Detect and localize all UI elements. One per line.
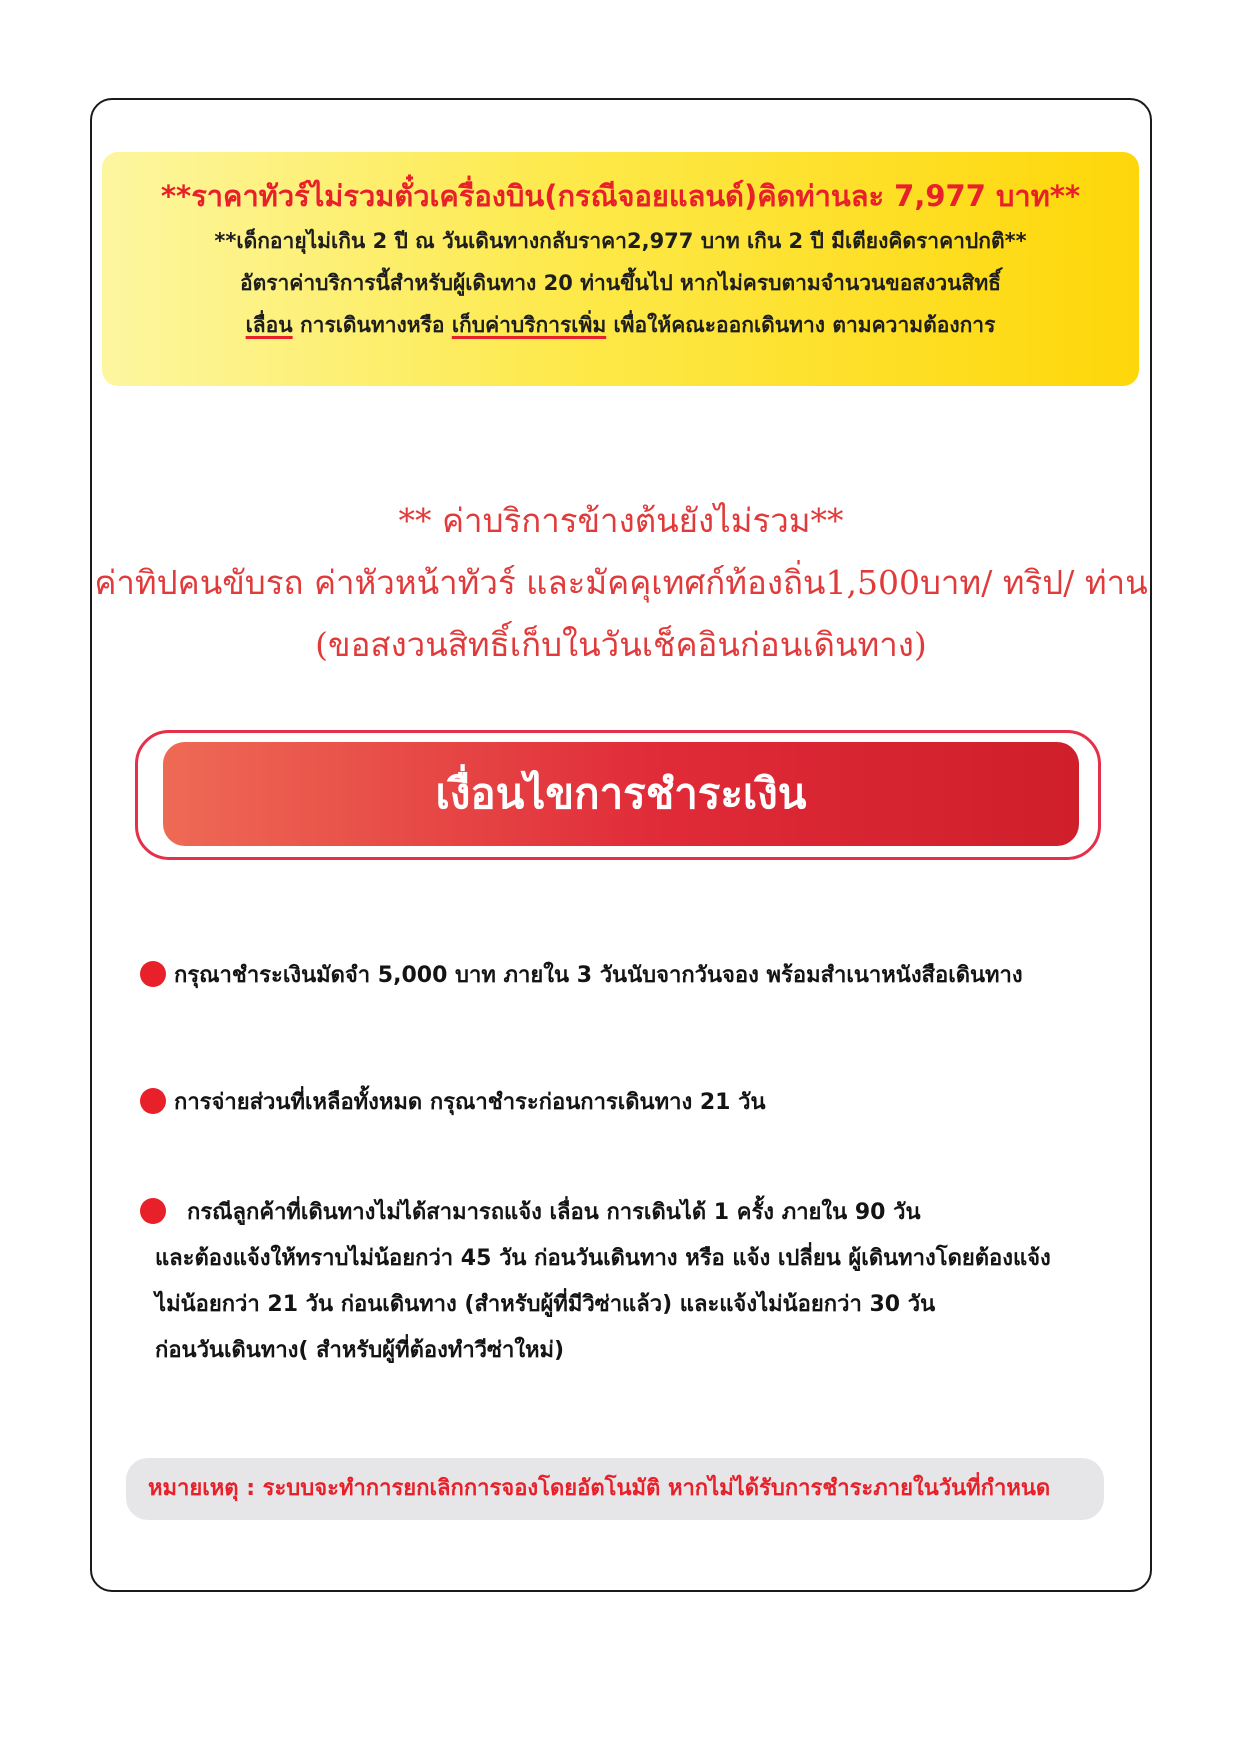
child-price-line: **เด็กอายุไม่เกิน 2 ปี ณ วันเดินทางกลับราคา2,977 บาท เกิน 2 ปี มีเตียงคิดราคาปกติ** [214,229,1027,253]
postpone-policy-text [155,1190,1051,1374]
deposit-item [140,953,1023,999]
extra-fee-text: เก็บค่าบริการเพิ่ม [451,313,607,337]
exclusions-block [90,490,1152,676]
balance-text: การจ่ายส่วนที่เหลือทั้งหมด กรุณาชำระก่อนการเดินทาง 21 วัน [174,1090,766,1115]
postpone-policy-line-1: กรณีลูกค้าที่เดินทางไม่ได้สามารถแจ้ง เลื่อน การเดินได้ 1 ครั้ง ภายใน 90 วัน [187,1200,921,1225]
postpone-policy-line-2: และต้องแจ้งให้ทราบไม่น้อยกว่า 45 วัน ก่อนวันเดินทาง หรือ แจ้ง เปลี่ยน ผู้เดินทางโดยต้องแจ้ง [155,1246,1051,1271]
red-bullet-icon [140,961,166,987]
price-headline: **ราคาทัวร์ไม่รวมตั๋วเครื่องบิน(กรณีจอยแลนด์)คิดท่านละ 7,977 บาท** [160,179,1081,213]
postpone-mid-text: การเดินทางหรือ [292,313,452,337]
price-info-box [102,152,1139,386]
postpone-policy-line-3: ไม่น้อยกว่า 21 วัน ก่อนเดินทาง (สำหรับผู้ที่มีวิซ่าแล้ว) และแจ้งไม่น้อยกว่า 30 วัน [155,1292,936,1317]
postpone-text: เลื่อน [245,313,293,337]
exclusions-collect-note: (ขอสงวนสิทธิ์เก็บในวันเช็คอินก่อนเดินทาง) [315,625,927,664]
postpone-line [102,304,1139,346]
exclusions-heading: ** ค่าบริการข้างต้นยังไม่รวม** [398,501,844,540]
deposit-text: กรุณาชำระเงินมัดจำ 5,000 บาท ภายใน 3 วันนับจากวันจอง พร้อมสำเนาหนังสือเดินทาง [174,963,1023,988]
red-bullet-icon [140,1088,166,1114]
conditions-title: เงื่อนไขการชำระเงิน [163,742,1079,846]
cancellation-note: หมายเหตุ : ระบบจะทำการยกเลิกการจองโดยอัตโนมัติ หากไม่ได้รับการชำระภายในวันที่กำหนด [126,1458,1104,1520]
balance-item [140,1080,766,1126]
postpone-policy-line-4: ก่อนวันเดินทาง( สำหรับผู้ที่ต้องทำวีซ่าใหม่) [155,1338,565,1363]
exclusions-tips: ค่าทิปคนขับรถ ค่าหัวหน้าทัวร์ และมัคคุเทศก์ท้องถิ่น1,500บาท/ ทริป/ ท่าน [94,563,1148,602]
postpone-tail-text: เพื่อให้คณะออกเดินทาง ตามความต้องการ [606,313,996,337]
group-rate-line: อัตราค่าบริการนี้สำหรับผู้เดินทาง 20 ท่านขึ้นไป หากไม่ครบตามจำนวนขอสงวนสิทธิ์ [239,271,1002,295]
